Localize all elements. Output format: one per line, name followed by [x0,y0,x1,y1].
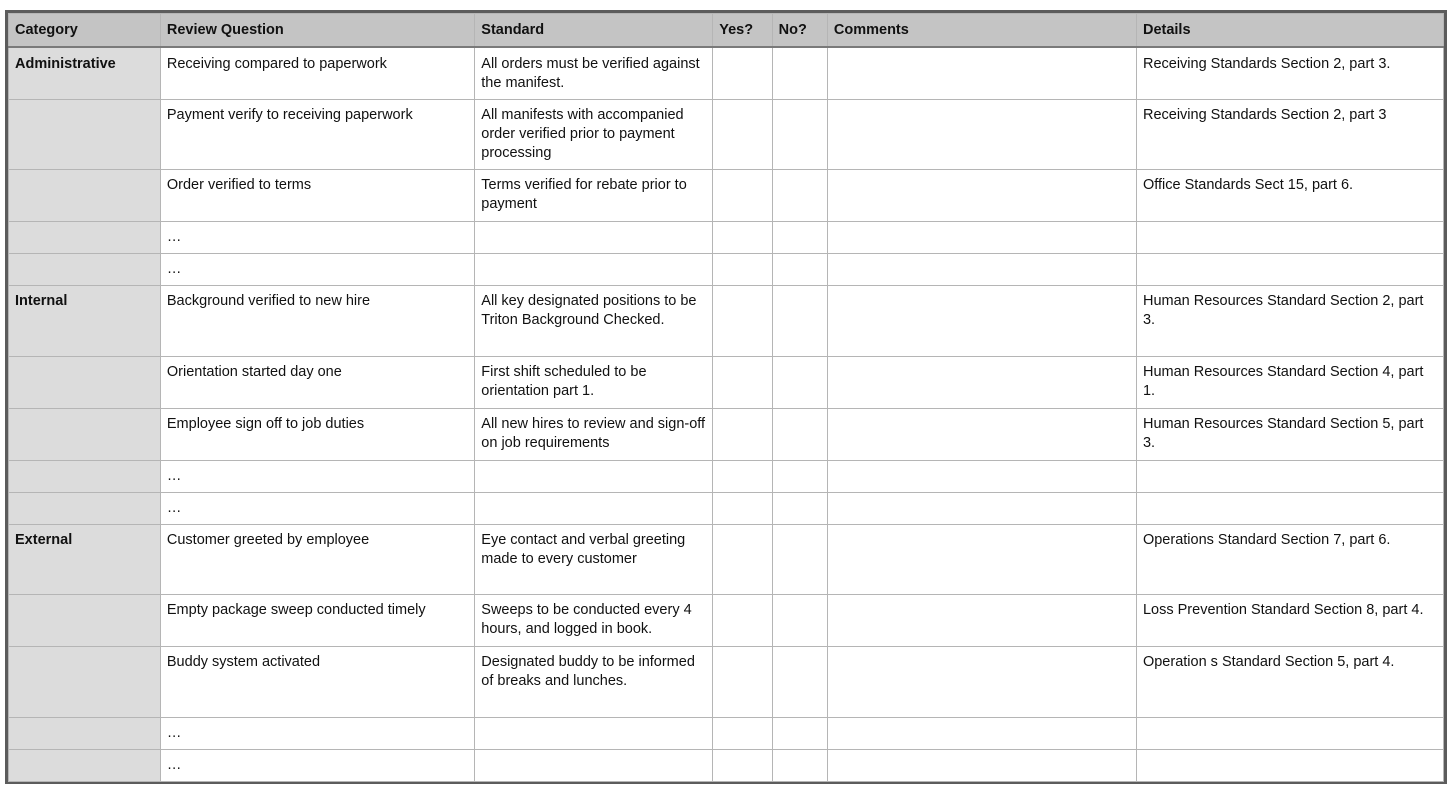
no-cell[interactable] [772,286,827,357]
no-cell[interactable] [772,595,827,647]
no-cell[interactable] [772,100,827,170]
details-cell: Loss Prevention Standard Section 8, part 4. [1136,595,1443,647]
category-cell [9,750,161,782]
standard-cell: First shift scheduled to be orientation part 1. [475,357,713,409]
standard-cell [475,222,713,254]
table-row [9,493,1444,525]
yes-cell[interactable] [713,409,772,461]
review-question-cell: Buddy system activated [160,647,474,718]
standard-cell: Sweeps to be conducted every 4 hours, and logged in book. [475,595,713,647]
standard-cell [475,750,713,782]
no-cell[interactable] [772,357,827,409]
standard-cell [475,461,713,493]
comments-cell[interactable] [827,254,1136,286]
standard-cell: All manifests with accompanied order verified prior to payment processing [475,100,713,170]
yes-cell[interactable] [713,595,772,647]
category-cell [9,100,161,170]
details-cell: Human Resources Standard Section 4, part 1. [1136,357,1443,409]
header-category: Category [9,14,161,48]
table-row [9,357,1444,409]
table-row [9,461,1444,493]
standard-cell: Eye contact and verbal greeting made to every customer [475,525,713,595]
review-question-cell: Background verified to new hire [160,286,474,357]
no-cell[interactable] [772,493,827,525]
standard-cell: All orders must be verified against the manifest. [475,47,713,100]
table-row [9,254,1444,286]
details-cell: Operation s Standard Section 5, part 4. [1136,647,1443,718]
comments-cell[interactable] [827,170,1136,222]
no-cell[interactable] [772,461,827,493]
category-cell [9,409,161,461]
comments-cell[interactable] [827,47,1136,100]
comments-cell[interactable] [827,718,1136,750]
table-row [9,222,1444,254]
comments-cell[interactable] [827,357,1136,409]
category-cell [9,461,161,493]
review-question-cell: Receiving compared to paperwork [160,47,474,100]
header-row [9,14,1444,48]
no-cell[interactable] [772,718,827,750]
no-cell[interactable] [772,409,827,461]
yes-cell[interactable] [713,286,772,357]
review-question-cell: … [160,718,474,750]
no-cell[interactable] [772,170,827,222]
comments-cell[interactable] [827,750,1136,782]
table-row [9,525,1444,595]
no-cell[interactable] [772,222,827,254]
header-no: No? [772,14,827,48]
category-cell [9,647,161,718]
yes-cell[interactable] [713,718,772,750]
yes-cell[interactable] [713,461,772,493]
details-cell [1136,718,1443,750]
comments-cell[interactable] [827,525,1136,595]
review-question-cell: Payment verify to receiving paperwork [160,100,474,170]
category-cell [9,357,161,409]
header-details: Details [1136,14,1443,48]
comments-cell[interactable] [827,222,1136,254]
table-row [9,170,1444,222]
category-cell [9,222,161,254]
category-cell: External [9,525,161,595]
review-question-cell: … [160,493,474,525]
comments-cell[interactable] [827,100,1136,170]
review-question-cell: Orientation started day one [160,357,474,409]
category-cell [9,595,161,647]
table-row [9,100,1444,170]
standard-cell: Designated buddy to be informed of breaks and lunches. [475,647,713,718]
review-question-cell: … [160,222,474,254]
yes-cell[interactable] [713,493,772,525]
details-cell [1136,461,1443,493]
category-cell [9,170,161,222]
review-question-cell: … [160,750,474,782]
details-cell [1136,750,1443,782]
standard-cell [475,254,713,286]
details-cell [1136,254,1443,286]
standard-cell: All key designated positions to be Triton Background Checked. [475,286,713,357]
table-row [9,409,1444,461]
table-row [9,647,1444,718]
no-cell[interactable] [772,750,827,782]
details-cell: Office Standards Sect 15, part 6. [1136,170,1443,222]
comments-cell[interactable] [827,595,1136,647]
yes-cell[interactable] [713,170,772,222]
table-row [9,47,1444,100]
details-cell: Receiving Standards Section 2, part 3 [1136,100,1443,170]
comments-cell[interactable] [827,286,1136,357]
no-cell[interactable] [772,647,827,718]
comments-cell[interactable] [827,493,1136,525]
comments-cell[interactable] [827,461,1136,493]
details-cell [1136,222,1443,254]
details-cell: Human Resources Standard Section 5, part 3. [1136,409,1443,461]
table-row [9,595,1444,647]
standard-cell: Terms verified for rebate prior to payment [475,170,713,222]
review-question-cell: Customer greeted by employee [160,525,474,595]
category-cell [9,493,161,525]
review-checklist-frame [5,10,1447,784]
yes-cell[interactable] [713,47,772,100]
category-cell: Administrative [9,47,161,100]
yes-cell[interactable] [713,357,772,409]
no-cell[interactable] [772,254,827,286]
yes-cell[interactable] [713,647,772,718]
no-cell[interactable] [772,47,827,100]
header-standard: Standard [475,14,713,48]
table-row [9,718,1444,750]
header-review-question: Review Question [160,14,474,48]
review-question-cell: Order verified to terms [160,170,474,222]
details-cell [1136,493,1443,525]
header-comments: Comments [827,14,1136,48]
yes-cell[interactable] [713,525,772,595]
yes-cell[interactable] [713,254,772,286]
category-cell [9,254,161,286]
details-cell: Receiving Standards Section 2, part 3. [1136,47,1443,100]
header-yes: Yes? [713,14,772,48]
category-cell: Internal [9,286,161,357]
yes-cell[interactable] [713,750,772,782]
no-cell[interactable] [772,525,827,595]
review-question-cell: … [160,461,474,493]
standard-cell [475,493,713,525]
standard-cell: All new hires to review and sign-off on job requirements [475,409,713,461]
yes-cell[interactable] [713,222,772,254]
details-cell: Operations Standard Section 7, part 6. [1136,525,1443,595]
comments-cell[interactable] [827,647,1136,718]
review-question-cell: Employee sign off to job duties [160,409,474,461]
yes-cell[interactable] [713,100,772,170]
details-cell: Human Resources Standard Section 2, part 3. [1136,286,1443,357]
table-row [9,286,1444,357]
review-question-cell: … [160,254,474,286]
review-checklist-table [8,13,1444,782]
table-row [9,750,1444,782]
category-cell [9,718,161,750]
comments-cell[interactable] [827,409,1136,461]
standard-cell [475,718,713,750]
review-question-cell: Empty package sweep conducted timely [160,595,474,647]
